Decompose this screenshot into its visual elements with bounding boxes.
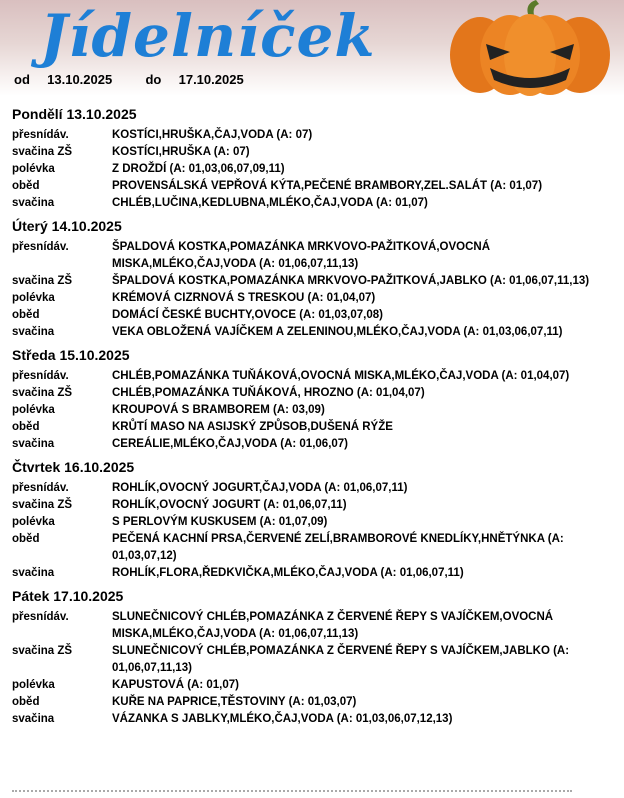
meal-label: svačina ZŠ xyxy=(12,275,73,287)
meal-text: KOSTÍCI,HRUŠKA (A: 07) xyxy=(112,146,250,158)
meal-label: svačina xyxy=(12,438,55,450)
menu-title: Jídelníček xyxy=(40,2,376,70)
meal-label: přesnídáv. xyxy=(12,129,69,141)
meal-label: svačina ZŠ xyxy=(12,645,73,657)
meal-text: VÁZANKA S JABLKY,MLÉKO,ČAJ,VODA (A: 01,03,06,07,12,13) xyxy=(112,713,453,725)
meal-label: přesnídáv. xyxy=(12,241,69,253)
day-section xyxy=(12,106,612,212)
day-heading: Čtvrtek 16.10.2025 xyxy=(12,459,135,475)
day-section xyxy=(12,459,612,582)
day-section xyxy=(12,588,612,728)
meal-text: KAPUSTOVÁ (A: 01,07) xyxy=(112,679,239,691)
meal-row xyxy=(12,144,612,161)
date-range xyxy=(14,72,244,87)
to-label: do xyxy=(145,72,162,87)
meal-text: VEKA OBLOŽENÁ VAJÍČKEM A ZELENINOU,MLÉKO,ČAJ,VODA (A: 01,03,06,07,11) xyxy=(112,326,563,338)
day-heading: Úterý 14.10.2025 xyxy=(12,218,122,234)
meal-text: KUŘE NA PAPRICE,TĚSTOVINY (A: 01,03,07) xyxy=(112,696,357,708)
meal-text: KRŮTÍ MASO NA ASIJSKÝ ZPŮSOB,DUŠENÁ RÝŽE xyxy=(112,421,393,433)
meal-label: oběd xyxy=(12,180,40,192)
meal-row xyxy=(12,402,612,419)
meal-text: PEČENÁ KACHNÍ PRSA,ČERVENÉ ZELÍ,BRAMBOROVÉ KNEDLÍKY,HNĚTÝNKA (A: 01,03,07,12) xyxy=(112,533,564,562)
meal-label: oběd xyxy=(12,309,40,321)
meal-label: oběd xyxy=(12,421,40,433)
meal-row xyxy=(12,436,612,453)
day-section xyxy=(12,218,612,341)
meal-label: oběd xyxy=(12,533,40,545)
meal-text: ŠPALDOVÁ KOSTKA,POMAZÁNKA MRKVOVO-PAŽITKOVÁ,OVOCNÁ MISKA,MLÉKO,ČAJ,VODA (A: 01,06,07,11,13) xyxy=(112,241,491,270)
meal-text: KOSTÍCI,HRUŠKA,ČAJ,VODA (A: 07) xyxy=(112,129,313,141)
meal-text: ROHLÍK,OVOCNÝ JOGURT (A: 01,06,07,11) xyxy=(112,499,347,511)
meal-label: polévka xyxy=(12,679,55,691)
meal-text: ŠPALDOVÁ KOSTKA,POMAZÁNKA MRKVOVO-PAŽITKOVÁ,JABLKO (A: 01,06,07,11,13) xyxy=(112,275,590,287)
meal-row xyxy=(12,514,612,531)
footer-divider xyxy=(12,790,572,796)
meal-label: svačina ZŠ xyxy=(12,387,73,399)
meal-text: KROUPOVÁ S BRAMBOREM (A: 03,09) xyxy=(112,404,325,416)
meal-label: oběd xyxy=(12,696,40,708)
meal-text: DOMÁCÍ ČESKÉ BUCHTY,OVOCE (A: 01,03,07,08) xyxy=(112,309,383,321)
meal-label: svačina xyxy=(12,713,55,725)
meal-text: SLUNEČNICOVÝ CHLÉB,POMAZÁNKA Z ČERVENÉ ŘEPY S VAJÍČKEM,OVOCNÁ MISKA,MLÉKO,ČAJ,VODA (A: 01,06,07,11,13) xyxy=(112,611,554,640)
meal-row xyxy=(12,419,612,436)
meal-text: PROVENSÁLSKÁ VEPŘOVÁ KÝTA,PEČENÉ BRAMBORY,ZEL.SALÁT (A: 01,07) xyxy=(112,180,543,192)
meal-row xyxy=(12,531,612,565)
meal-row xyxy=(12,385,612,402)
meal-row xyxy=(12,677,612,694)
meal-text: CHLÉB,POMAZÁNKA TUŇÁKOVÁ, HROZNO (A: 01,04,07) xyxy=(112,387,425,399)
meal-row xyxy=(12,694,612,711)
meal-text: S PERLOVÝM KUSKUSEM (A: 01,07,09) xyxy=(112,516,328,528)
meal-row xyxy=(12,711,612,728)
meal-row xyxy=(12,324,612,341)
from-label: od xyxy=(14,72,30,87)
meal-row xyxy=(12,643,612,677)
meal-label: svačina ZŠ xyxy=(12,499,73,511)
meal-label: svačina xyxy=(12,567,55,579)
pumpkin-icon xyxy=(440,0,620,96)
meal-row xyxy=(12,273,612,290)
day-heading: Pondělí 13.10.2025 xyxy=(12,106,137,122)
meal-row xyxy=(12,178,612,195)
meal-text: ROHLÍK,OVOCNÝ JOGURT,ČAJ,VODA (A: 01,06,07,11) xyxy=(112,482,408,494)
meal-text: ROHLÍK,FLORA,ŘEDKVIČKA,MLÉKO,ČAJ,VODA (A: 01,06,07,11) xyxy=(112,567,464,579)
menu-header xyxy=(0,0,624,96)
weekly-menu xyxy=(12,104,612,734)
from-date: 13.10.2025 xyxy=(47,72,113,87)
day-heading: Středa 15.10.2025 xyxy=(12,347,130,363)
meal-row xyxy=(12,239,612,273)
day-heading: Pátek 17.10.2025 xyxy=(12,588,124,604)
meal-row xyxy=(12,195,612,212)
meal-label: svačina xyxy=(12,197,55,209)
meal-row xyxy=(12,480,612,497)
meal-label: polévka xyxy=(12,292,55,304)
meal-label: polévka xyxy=(12,404,55,416)
meal-label: svačina ZŠ xyxy=(12,146,73,158)
meal-text: Z DROŽDÍ (A: 01,03,06,07,09,11) xyxy=(112,163,285,175)
meal-label: polévka xyxy=(12,163,55,175)
meal-row xyxy=(12,161,612,178)
meal-row xyxy=(12,307,612,324)
meal-row xyxy=(12,368,612,385)
meal-text: CHLÉB,POMAZÁNKA TUŇÁKOVÁ,OVOCNÁ MISKA,MLÉKO,ČAJ,VODA (A: 01,04,07) xyxy=(112,370,570,382)
meal-label: přesnídáv. xyxy=(12,370,69,382)
meal-text: CHLÉB,LUČINA,KEDLUBNA,MLÉKO,ČAJ,VODA (A: 01,07) xyxy=(112,197,428,209)
meal-label: polévka xyxy=(12,516,55,528)
meal-row xyxy=(12,497,612,514)
meal-label: přesnídáv. xyxy=(12,611,69,623)
day-section xyxy=(12,347,612,453)
meal-label: přesnídáv. xyxy=(12,482,69,494)
meal-row xyxy=(12,609,612,643)
meal-label: svačina xyxy=(12,326,55,338)
meal-text: SLUNEČNICOVÝ CHLÉB,POMAZÁNKA Z ČERVENÉ ŘEPY S VAJÍČKEM,JABLKO (A: 01,06,07,11,13) xyxy=(112,645,570,674)
to-date: 17.10.2025 xyxy=(178,72,244,87)
meal-text: KRÉMOVÁ CIZRNOVÁ S TRESKOU (A: 01,04,07) xyxy=(112,292,376,304)
meal-row xyxy=(12,290,612,307)
meal-row xyxy=(12,127,612,144)
meal-row xyxy=(12,565,612,582)
meal-text: CEREÁLIE,MLÉKO,ČAJ,VODA (A: 01,06,07) xyxy=(112,438,349,450)
